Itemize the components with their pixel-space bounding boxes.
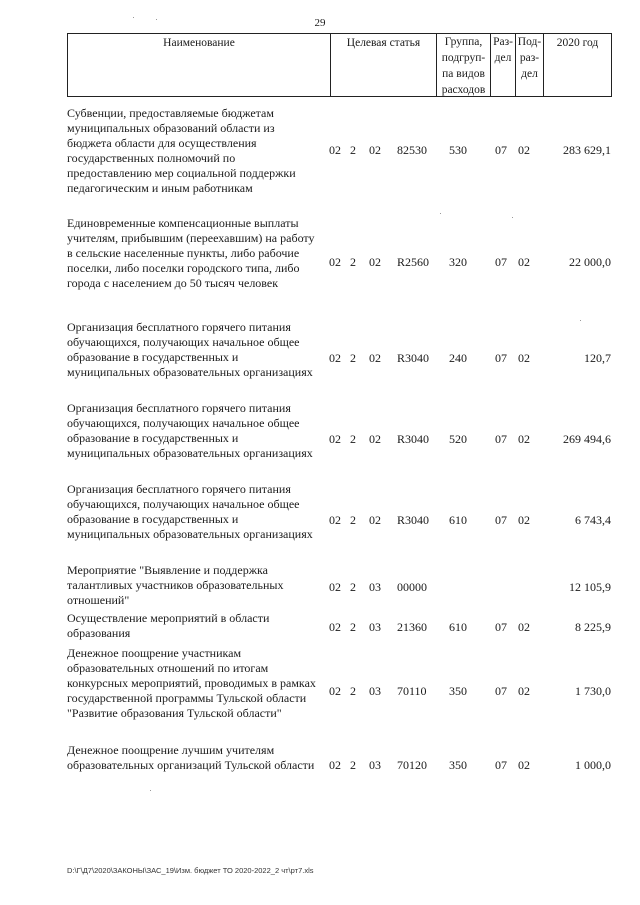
code-event: 02	[369, 513, 381, 527]
code-subprogram: 2	[350, 580, 356, 594]
subsection-code: 02	[518, 143, 530, 157]
code-program: 02	[329, 620, 341, 634]
section-code: 07	[495, 351, 507, 365]
code-program: 02	[329, 758, 341, 772]
subsection-code: 02	[518, 351, 530, 365]
expense-group: 610	[449, 620, 467, 634]
header-name: Наименование	[163, 37, 235, 49]
code-event: 02	[369, 143, 381, 157]
code-program: 02	[329, 580, 341, 594]
row-name: Осуществление мероприятий в области образования	[67, 611, 270, 640]
code-direction: 21360	[397, 620, 427, 634]
header-target-article: Целевая статья	[330, 34, 436, 96]
scan-speck	[440, 213, 441, 214]
amount-2020: 12 105,9	[569, 580, 611, 594]
row-name: Денежное поощрение лучшим учителям образовательных организаций Тульской области	[67, 743, 315, 772]
row-name: Организация бесплатного горячего питания обучающихся, получающих начальное общее образование в государственных и муниципальных образовательных организациях	[67, 482, 313, 541]
amount-2020: 8 225,9	[575, 620, 611, 634]
code-direction: 82530	[397, 143, 427, 157]
code-subprogram: 2	[350, 351, 356, 365]
header-section: Раз- дел	[490, 34, 515, 96]
code-event: 03	[369, 758, 381, 772]
amount-2020: 6 743,4	[575, 513, 611, 527]
code-event: 03	[369, 580, 381, 594]
scan-speck	[133, 17, 134, 18]
expense-group: 610	[449, 513, 467, 527]
subsection-code: 02	[518, 432, 530, 446]
code-direction: 00000	[397, 580, 427, 594]
code-event: 02	[369, 351, 381, 365]
code-direction: 70120	[397, 758, 427, 772]
expense-group: 350	[449, 684, 467, 698]
section-code: 07	[495, 684, 507, 698]
expense-group: 350	[449, 758, 467, 772]
code-direction: R3040	[397, 513, 430, 527]
page-number: 29	[314, 17, 326, 29]
code-event: 02	[369, 255, 381, 269]
subsection-code: 02	[518, 758, 530, 772]
scan-speck	[512, 217, 513, 218]
scan-speck	[580, 320, 581, 321]
code-program: 02	[329, 432, 341, 446]
code-event: 03	[369, 620, 381, 634]
row-name: Субвенции, предоставляемые бюджетам муниципальных образований области из бюджета области для осуществления государственных полномочий по предоставлению мер социальной поддержки педагогическим и иным работникам	[67, 106, 296, 195]
section-code: 07	[495, 255, 507, 269]
code-direction: R3040	[397, 432, 430, 446]
expense-group: 530	[449, 143, 467, 157]
expense-group: 240	[449, 351, 467, 365]
table-header	[67, 33, 612, 97]
code-program: 02	[329, 684, 341, 698]
code-event: 03	[369, 684, 381, 698]
code-direction: 70110	[397, 684, 427, 698]
amount-2020: 120,7	[584, 351, 611, 365]
section-code: 07	[495, 513, 507, 527]
file-path-footer: D:\Г\Д7\2020\ЗАКОНЫ\ЗАС_19\Изм. бюджет ТО 2020-2022_2 чт\рт7.xls	[67, 866, 314, 875]
section-code: 07	[495, 620, 507, 634]
amount-2020: 1 730,0	[575, 684, 611, 698]
code-program: 02	[329, 351, 341, 365]
amount-2020: 283 629,1	[563, 143, 611, 157]
code-subprogram: 2	[350, 513, 356, 527]
subsection-code: 02	[518, 255, 530, 269]
row-name: Мероприятие "Выявление и поддержка талантливых участников образовательных отношений"	[67, 563, 284, 607]
subsection-code: 02	[518, 513, 530, 527]
code-program: 02	[329, 255, 341, 269]
code-program: 02	[329, 143, 341, 157]
code-direction: R3040	[397, 351, 430, 365]
subsection-code: 02	[518, 620, 530, 634]
header-group: Группа, подгруп- па видов расходов	[436, 34, 490, 96]
section-code: 07	[495, 432, 507, 446]
code-subprogram: 2	[350, 432, 356, 446]
header-subsection: Под- раз- дел	[515, 34, 543, 96]
code-subprogram: 2	[350, 758, 356, 772]
row-name: Организация бесплатного горячего питания обучающихся, получающих начальное общее образование в государственных и муниципальных образовательных организациях	[67, 401, 313, 460]
code-direction: R2560	[397, 255, 430, 269]
code-subprogram: 2	[350, 684, 356, 698]
code-program: 02	[329, 513, 341, 527]
row-name: Организация бесплатного горячего питания обучающихся, получающих начальное общее образование в государственных и муниципальных образовательных организациях	[67, 320, 313, 379]
section-code: 07	[495, 143, 507, 157]
amount-2020: 22 000,0	[569, 255, 611, 269]
subsection-code: 02	[518, 684, 530, 698]
scan-speck	[156, 19, 157, 20]
code-subprogram: 2	[350, 255, 356, 269]
code-subprogram: 2	[350, 620, 356, 634]
expense-group: 520	[449, 432, 467, 446]
code-event: 02	[369, 432, 381, 446]
code-subprogram: 2	[350, 143, 356, 157]
row-name: Денежное поощрение участникам образовательных отношений по итогам конкурсных мероприятий, проводимых в рамках государственной программы Тульской области "Развитие образования Тульской области"	[67, 646, 316, 720]
scan-speck	[150, 790, 151, 791]
amount-2020: 1 000,0	[575, 758, 611, 772]
section-code: 07	[495, 758, 507, 772]
amount-2020: 269 494,6	[563, 432, 611, 446]
header-year: 2020 год	[543, 34, 611, 96]
row-name: Единовременные компенсационные выплаты учителям, прибывшим (переехавшим) на работу в сельские населенные пункты, либо рабочие поселки, либо поселки городского типа, либо города с населением до 50 тысяч человек	[67, 216, 315, 290]
expense-group: 320	[449, 255, 467, 269]
